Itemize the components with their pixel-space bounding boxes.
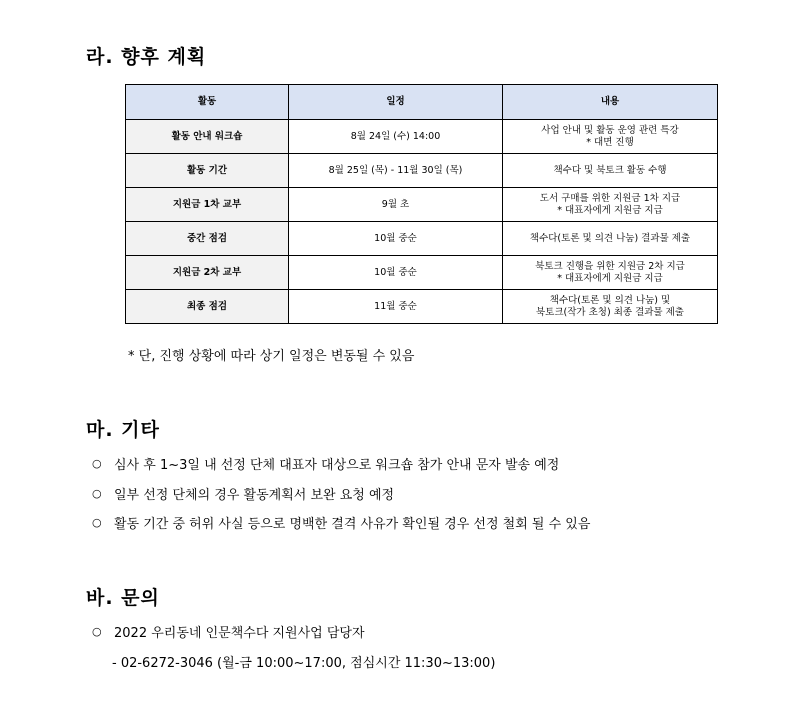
- header-schedule: 일정: [289, 85, 503, 120]
- content-cell: [503, 188, 718, 222]
- schedule-cell: 8월 24일 (수) 14:00: [289, 120, 503, 154]
- table-header-row: [126, 85, 718, 120]
- content-line: 책수다 및 북토크 활동 수행: [553, 164, 667, 176]
- table-row: [126, 256, 718, 290]
- activity-cell: 활동 안내 워크숍: [126, 120, 289, 154]
- circle-bullet-icon: ○: [92, 516, 102, 530]
- list-item: [92, 479, 590, 509]
- table-row: [126, 120, 718, 154]
- content-line: 사업 안내 및 활동 운영 관련 특강: [541, 124, 679, 136]
- activity-cell: 지원금 1차 교부: [126, 188, 289, 222]
- content-line: * 대표자에게 지원금 지급: [557, 272, 663, 284]
- list-item-text: 일부 선정 단체의 경우 활동계획서 보완 요청 예정: [114, 487, 395, 503]
- header-content: 내용: [503, 85, 718, 120]
- content-cell: [503, 222, 718, 256]
- table-row: [126, 154, 718, 188]
- activity-cell: 최종 점검: [126, 290, 289, 324]
- schedule-cell: 10월 중순: [289, 222, 503, 256]
- heading-etc: 마. 기타: [86, 419, 160, 441]
- activity-cell: 중간 점검: [126, 222, 289, 256]
- content-cell: [503, 120, 718, 154]
- etc-list: [92, 449, 590, 538]
- list-item-text: 심사 후 1~3일 내 선정 단체 대표자 대상으로 워크숍 참가 안내 문자 발송 예정: [114, 458, 560, 474]
- schedule-note: * 단, 진행 상황에 따라 상기 일정은 변동될 수 있음: [128, 349, 415, 364]
- header-activity: 활동: [126, 85, 289, 120]
- circle-bullet-icon: ○: [92, 625, 102, 639]
- list-item: [92, 449, 590, 479]
- circle-bullet-icon: ○: [92, 457, 102, 471]
- schedule-cell: 8월 25일 (목) - 11월 30일 (목): [289, 154, 503, 188]
- contact-phone: - 02-6272-3046 (월-금 10:00~17:00, 점심시간 11:30~13:00): [112, 656, 496, 671]
- content-line: 책수다(토론 및 의견 나눔) 결과물 제출: [529, 232, 691, 244]
- contact-name: 2022 우리동네 인문책수다 지원사업 담당자: [114, 626, 365, 642]
- content-cell: [503, 256, 718, 290]
- table-row: [126, 290, 718, 324]
- content-line: * 대표자에게 지원금 지급: [557, 204, 663, 216]
- heading-inquiry: 바. 문의: [86, 587, 160, 609]
- schedule-cell: 11월 중순: [289, 290, 503, 324]
- inquiry-list: [92, 617, 365, 647]
- content-line: 북토크(작가 초청) 최종 결과물 제출: [536, 306, 684, 318]
- list-item-text: 활동 기간 중 허위 사실 등으로 명백한 결격 사유가 확인될 경우 선정 철회 될 수 있음: [114, 517, 591, 533]
- schedule-cell: 10월 중순: [289, 256, 503, 290]
- table-row: [126, 222, 718, 256]
- activity-cell: 활동 기간: [126, 154, 289, 188]
- content-line: 책수다(토론 및 의견 나눔) 및: [549, 294, 671, 306]
- list-item: [92, 508, 590, 538]
- content-cell: [503, 154, 718, 188]
- schedule-table: [125, 84, 718, 324]
- table-row: [126, 188, 718, 222]
- content-line: 도서 구매를 위한 지원금 1차 지급: [539, 192, 681, 204]
- content-cell: [503, 290, 718, 324]
- content-line: 북토크 진행을 위한 지원금 2차 지급: [535, 260, 685, 272]
- list-item: [92, 617, 365, 647]
- activity-cell: 지원금 2차 교부: [126, 256, 289, 290]
- circle-bullet-icon: ○: [92, 486, 102, 500]
- schedule-cell: 9월 초: [289, 188, 503, 222]
- content-line: * 대면 진행: [586, 136, 634, 148]
- heading-future-plan: 라. 향후 계획: [86, 46, 207, 68]
